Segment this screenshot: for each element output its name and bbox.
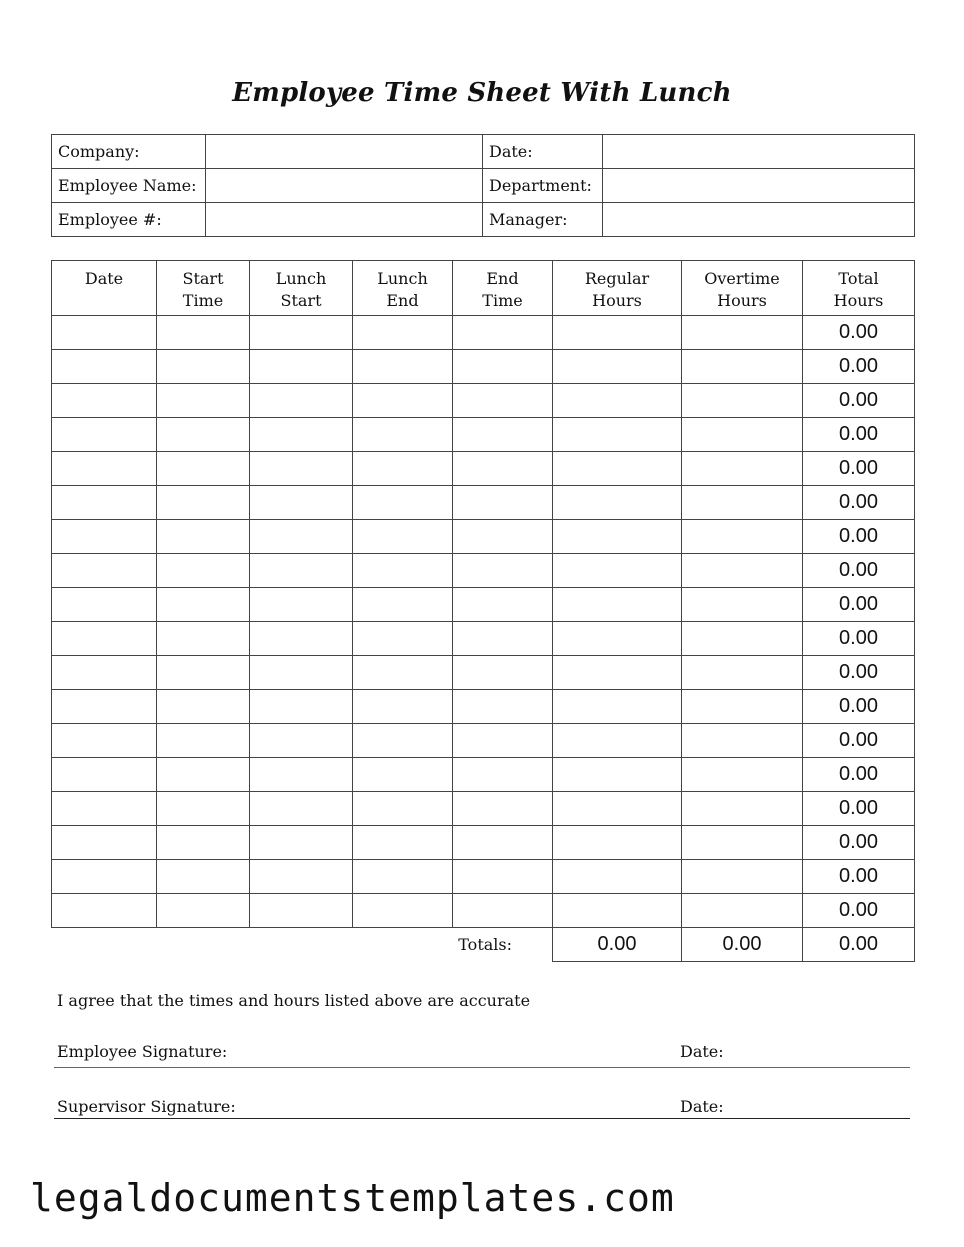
cell-overtime-hours[interactable] bbox=[682, 520, 803, 554]
row-total-hours: 0.00 bbox=[803, 520, 915, 554]
cell-date[interactable] bbox=[52, 554, 157, 588]
column-header-text: Regular bbox=[584, 269, 650, 288]
cell-lunch-start[interactable] bbox=[250, 452, 353, 486]
row-total-hours: 0.00 bbox=[803, 350, 915, 384]
cell-lunch-end[interactable] bbox=[353, 452, 453, 486]
cell-lunch-end[interactable] bbox=[353, 656, 453, 690]
column-header-regular-hours bbox=[553, 261, 682, 316]
cell-regular-hours[interactable] bbox=[553, 554, 682, 588]
cell-date[interactable] bbox=[52, 520, 157, 554]
row-total-hours: 0.00 bbox=[803, 724, 915, 758]
table-row bbox=[52, 724, 915, 758]
cell-start-time[interactable] bbox=[157, 792, 250, 826]
cell-overtime-hours[interactable] bbox=[682, 418, 803, 452]
cell-regular-hours[interactable] bbox=[553, 520, 682, 554]
department-field[interactable] bbox=[603, 169, 915, 203]
date-label: Date: bbox=[483, 135, 603, 169]
cell-lunch-end[interactable] bbox=[353, 588, 453, 622]
cell-regular-hours[interactable] bbox=[553, 758, 682, 792]
table-header-row bbox=[52, 261, 915, 316]
column-header-text: End bbox=[486, 269, 519, 288]
table-row bbox=[52, 894, 915, 928]
table-row bbox=[52, 588, 915, 622]
cell-regular-hours[interactable] bbox=[553, 690, 682, 724]
row-total-hours: 0.00 bbox=[803, 384, 915, 418]
cell-overtime-hours[interactable] bbox=[682, 486, 803, 520]
column-header-overtime-hours bbox=[682, 261, 803, 316]
table-row bbox=[52, 554, 915, 588]
cell-lunch-start[interactable] bbox=[250, 384, 353, 418]
cell-lunch-start[interactable] bbox=[250, 894, 353, 928]
cell-overtime-hours[interactable] bbox=[682, 826, 803, 860]
cell-overtime-hours[interactable] bbox=[682, 656, 803, 690]
cell-lunch-start[interactable] bbox=[250, 622, 353, 656]
cell-lunch-end[interactable] bbox=[353, 520, 453, 554]
table-row bbox=[52, 622, 915, 656]
cell-regular-hours[interactable] bbox=[553, 384, 682, 418]
cell-overtime-hours[interactable] bbox=[682, 622, 803, 656]
cell-lunch-start[interactable] bbox=[250, 554, 353, 588]
cell-overtime-hours[interactable] bbox=[682, 588, 803, 622]
company-label: Company: bbox=[52, 135, 206, 169]
cell-lunch-start[interactable] bbox=[250, 316, 353, 350]
cell-start-time[interactable] bbox=[157, 758, 250, 792]
column-header-text: Date bbox=[84, 269, 124, 288]
time-entries-table bbox=[51, 260, 915, 962]
cell-lunch-end[interactable] bbox=[353, 894, 453, 928]
cell-regular-hours[interactable] bbox=[553, 656, 682, 690]
cell-date[interactable] bbox=[52, 384, 157, 418]
cell-date[interactable] bbox=[52, 792, 157, 826]
column-header-text: Lunch bbox=[377, 269, 428, 288]
row-total-hours: 0.00 bbox=[803, 894, 915, 928]
cell-end-time[interactable] bbox=[453, 724, 553, 758]
cell-end-time[interactable] bbox=[453, 588, 553, 622]
cell-lunch-start[interactable] bbox=[250, 588, 353, 622]
row-total-hours: 0.00 bbox=[803, 452, 915, 486]
agreement-statement: I agree that the times and hours listed above are accurate bbox=[57, 991, 531, 1010]
cell-lunch-start[interactable] bbox=[250, 486, 353, 520]
employee-signature-date-label: Date: bbox=[680, 1042, 724, 1061]
table-row bbox=[52, 520, 915, 554]
column-header-start-time bbox=[157, 261, 250, 316]
cell-regular-hours[interactable] bbox=[553, 826, 682, 860]
cell-regular-hours[interactable] bbox=[553, 860, 682, 894]
row-total-hours: 0.00 bbox=[803, 554, 915, 588]
employee-name-label: Employee Name: bbox=[52, 169, 206, 203]
column-header-text: Lunch bbox=[275, 269, 327, 288]
cell-overtime-hours[interactable] bbox=[682, 792, 803, 826]
cell-lunch-start[interactable] bbox=[250, 860, 353, 894]
column-header-text: Hours bbox=[833, 291, 884, 310]
column-header-text: Time bbox=[182, 291, 224, 310]
cell-date[interactable] bbox=[52, 724, 157, 758]
cell-lunch-end[interactable] bbox=[353, 724, 453, 758]
cell-overtime-hours[interactable] bbox=[682, 758, 803, 792]
cell-end-time[interactable] bbox=[453, 520, 553, 554]
employee-signature-label: Employee Signature: bbox=[57, 1042, 228, 1061]
company-field[interactable] bbox=[206, 135, 483, 169]
table-row bbox=[52, 690, 915, 724]
cell-regular-hours[interactable] bbox=[553, 622, 682, 656]
cell-regular-hours[interactable] bbox=[553, 452, 682, 486]
row-total-hours: 0.00 bbox=[803, 826, 915, 860]
cell-end-time[interactable] bbox=[453, 792, 553, 826]
column-header-text: Hours bbox=[592, 291, 642, 310]
column-header-lunch-start bbox=[250, 261, 353, 316]
column-header-text: End bbox=[386, 291, 419, 310]
cell-overtime-hours[interactable] bbox=[682, 316, 803, 350]
employee-name-field[interactable] bbox=[206, 169, 483, 203]
cell-lunch-end[interactable] bbox=[353, 860, 453, 894]
table-row bbox=[52, 384, 915, 418]
table-row bbox=[52, 860, 915, 894]
cell-start-time[interactable] bbox=[157, 860, 250, 894]
cell-end-time[interactable] bbox=[453, 622, 553, 656]
totals-regular-hours: 0.00 bbox=[553, 928, 682, 962]
table-row bbox=[52, 758, 915, 792]
table-row bbox=[52, 350, 915, 384]
cell-lunch-start[interactable] bbox=[250, 656, 353, 690]
column-header-end-time bbox=[453, 261, 553, 316]
cell-end-time[interactable] bbox=[453, 452, 553, 486]
cell-overtime-hours[interactable] bbox=[682, 860, 803, 894]
cell-date[interactable] bbox=[52, 860, 157, 894]
column-header-date bbox=[52, 261, 157, 316]
row-total-hours: 0.00 bbox=[803, 792, 915, 826]
cell-overtime-hours[interactable] bbox=[682, 690, 803, 724]
cell-date[interactable] bbox=[52, 588, 157, 622]
cell-lunch-end[interactable] bbox=[353, 384, 453, 418]
table-row bbox=[52, 486, 915, 520]
department-label: Department: bbox=[483, 169, 603, 203]
row-total-hours: 0.00 bbox=[803, 316, 915, 350]
cell-start-time[interactable] bbox=[157, 384, 250, 418]
table-row bbox=[52, 826, 915, 860]
cell-end-time[interactable] bbox=[453, 418, 553, 452]
manager-label: Manager: bbox=[483, 203, 603, 237]
cell-start-time[interactable] bbox=[157, 622, 250, 656]
employee-number-field[interactable] bbox=[206, 203, 483, 237]
cell-end-time[interactable] bbox=[453, 350, 553, 384]
row-total-hours: 0.00 bbox=[803, 690, 915, 724]
cell-end-time[interactable] bbox=[453, 690, 553, 724]
table-row bbox=[52, 418, 915, 452]
cell-start-time[interactable] bbox=[157, 690, 250, 724]
cell-regular-hours[interactable] bbox=[553, 316, 682, 350]
employee-info-table bbox=[51, 134, 915, 237]
table-row bbox=[52, 316, 915, 350]
cell-end-time[interactable] bbox=[453, 656, 553, 690]
cell-lunch-end[interactable] bbox=[353, 316, 453, 350]
cell-start-time[interactable] bbox=[157, 486, 250, 520]
cell-overtime-hours[interactable] bbox=[682, 724, 803, 758]
cell-date[interactable] bbox=[52, 350, 157, 384]
cell-overtime-hours[interactable] bbox=[682, 350, 803, 384]
employee-number-label: Employee #: bbox=[52, 203, 206, 237]
totals-overtime-hours: 0.00 bbox=[682, 928, 803, 962]
cell-regular-hours[interactable] bbox=[553, 894, 682, 928]
cell-lunch-start[interactable] bbox=[250, 690, 353, 724]
cell-overtime-hours[interactable] bbox=[682, 894, 803, 928]
cell-lunch-start[interactable] bbox=[250, 350, 353, 384]
cell-end-time[interactable] bbox=[453, 316, 553, 350]
cell-end-time[interactable] bbox=[453, 758, 553, 792]
supervisor-signature-line[interactable] bbox=[54, 1118, 910, 1119]
column-header-total-hours bbox=[803, 261, 915, 316]
cell-lunch-end[interactable] bbox=[353, 554, 453, 588]
cell-date[interactable] bbox=[52, 452, 157, 486]
cell-lunch-start[interactable] bbox=[250, 724, 353, 758]
row-total-hours: 0.00 bbox=[803, 418, 915, 452]
row-total-hours: 0.00 bbox=[803, 486, 915, 520]
column-header-text: Total bbox=[838, 269, 879, 288]
cell-lunch-end[interactable] bbox=[353, 486, 453, 520]
date-field[interactable] bbox=[603, 135, 915, 169]
column-header-lunch-end bbox=[353, 261, 453, 316]
cell-start-time[interactable] bbox=[157, 588, 250, 622]
cell-date[interactable] bbox=[52, 316, 157, 350]
table-row bbox=[52, 452, 915, 486]
column-header-text: Hours bbox=[717, 291, 767, 310]
row-total-hours: 0.00 bbox=[803, 622, 915, 656]
cell-date[interactable] bbox=[52, 690, 157, 724]
column-header-text: Time bbox=[482, 291, 523, 310]
row-total-hours: 0.00 bbox=[803, 588, 915, 622]
cell-regular-hours[interactable] bbox=[553, 792, 682, 826]
cell-start-time[interactable] bbox=[157, 554, 250, 588]
supervisor-signature-label: Supervisor Signature: bbox=[57, 1097, 236, 1116]
cell-start-time[interactable] bbox=[157, 724, 250, 758]
cell-start-time[interactable] bbox=[157, 656, 250, 690]
cell-start-time[interactable] bbox=[157, 350, 250, 384]
column-header-text: Overtime bbox=[704, 269, 780, 288]
cell-date[interactable] bbox=[52, 758, 157, 792]
cell-end-time[interactable] bbox=[453, 554, 553, 588]
row-total-hours: 0.00 bbox=[803, 656, 915, 690]
cell-lunch-start[interactable] bbox=[250, 758, 353, 792]
cell-lunch-end[interactable] bbox=[353, 826, 453, 860]
cell-regular-hours[interactable] bbox=[553, 724, 682, 758]
cell-date[interactable] bbox=[52, 622, 157, 656]
cell-lunch-start[interactable] bbox=[250, 792, 353, 826]
cell-end-time[interactable] bbox=[453, 894, 553, 928]
column-header-text: Start bbox=[280, 291, 322, 310]
cell-lunch-end[interactable] bbox=[353, 350, 453, 384]
cell-regular-hours[interactable] bbox=[553, 418, 682, 452]
cell-start-time[interactable] bbox=[157, 520, 250, 554]
cell-end-time[interactable] bbox=[453, 860, 553, 894]
cell-end-time[interactable] bbox=[453, 486, 553, 520]
page-title: Employee Time Sheet With Lunch bbox=[232, 78, 732, 108]
cell-regular-hours[interactable] bbox=[553, 350, 682, 384]
totals-total-hours: 0.00 bbox=[803, 928, 915, 962]
cell-date[interactable] bbox=[52, 826, 157, 860]
cell-lunch-start[interactable] bbox=[250, 418, 353, 452]
supervisor-signature-date-label: Date: bbox=[680, 1097, 724, 1116]
cell-lunch-start[interactable] bbox=[250, 826, 353, 860]
cell-start-time[interactable] bbox=[157, 316, 250, 350]
cell-lunch-start[interactable] bbox=[250, 520, 353, 554]
cell-end-time[interactable] bbox=[453, 384, 553, 418]
cell-overtime-hours[interactable] bbox=[682, 384, 803, 418]
cell-start-time[interactable] bbox=[157, 826, 250, 860]
cell-start-time[interactable] bbox=[157, 452, 250, 486]
cell-start-time[interactable] bbox=[157, 894, 250, 928]
totals-label: Totals: bbox=[52, 928, 553, 962]
cell-date[interactable] bbox=[52, 656, 157, 690]
cell-date[interactable] bbox=[52, 894, 157, 928]
cell-overtime-hours[interactable] bbox=[682, 452, 803, 486]
employee-signature-line[interactable] bbox=[54, 1067, 910, 1068]
watermark-footer: legaldocumentstemplates.com bbox=[30, 1176, 675, 1220]
cell-lunch-end[interactable] bbox=[353, 758, 453, 792]
table-row bbox=[52, 656, 915, 690]
cell-overtime-hours[interactable] bbox=[682, 554, 803, 588]
cell-lunch-end[interactable] bbox=[353, 418, 453, 452]
cell-date[interactable] bbox=[52, 418, 157, 452]
cell-start-time[interactable] bbox=[157, 418, 250, 452]
cell-lunch-end[interactable] bbox=[353, 792, 453, 826]
cell-lunch-end[interactable] bbox=[353, 690, 453, 724]
manager-field[interactable] bbox=[603, 203, 915, 237]
cell-regular-hours[interactable] bbox=[553, 486, 682, 520]
table-row bbox=[52, 792, 915, 826]
cell-regular-hours[interactable] bbox=[553, 588, 682, 622]
column-header-text: Start bbox=[182, 269, 224, 288]
cell-end-time[interactable] bbox=[453, 826, 553, 860]
totals-row bbox=[52, 928, 915, 962]
cell-lunch-end[interactable] bbox=[353, 622, 453, 656]
cell-date[interactable] bbox=[52, 486, 157, 520]
row-total-hours: 0.00 bbox=[803, 758, 915, 792]
row-total-hours: 0.00 bbox=[803, 860, 915, 894]
